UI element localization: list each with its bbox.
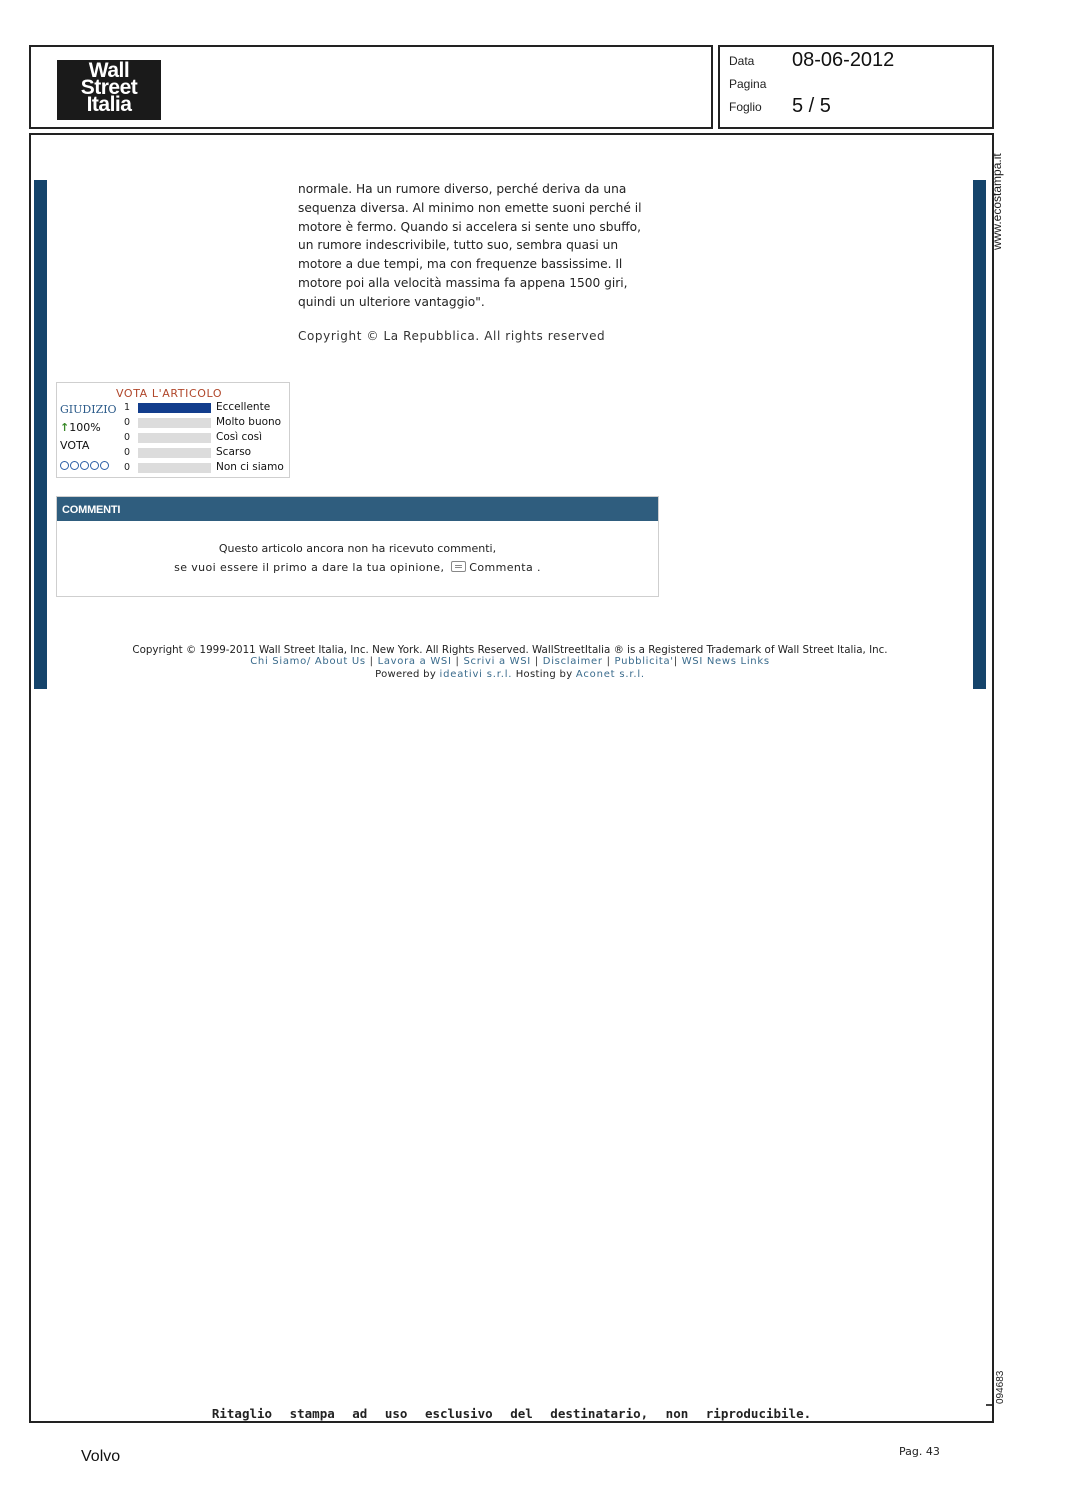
comment-icon[interactable] bbox=[451, 561, 466, 572]
vote-count: 0 bbox=[124, 417, 131, 428]
aconet-link[interactable]: Aconet s.r.l. bbox=[575, 669, 645, 680]
wall-street-italia-logo: Wall Street Italia bbox=[57, 60, 161, 120]
rating-circle-icon[interactable] bbox=[100, 461, 109, 470]
footer-link-write[interactable]: Scrivi a WSI bbox=[463, 656, 531, 667]
vote-bar-fill bbox=[138, 403, 211, 413]
footer-link-about[interactable]: Chi Siamo/ About Us bbox=[250, 656, 366, 667]
article-line: normale. Ha un rumore diverso, perché deriva da una bbox=[298, 182, 627, 196]
footer-links: Chi Siamo/ About Us | Lavora a WSI | Scrivi a WSI | Disclaimer | Pubblicita'| WSI News Links bbox=[250, 656, 770, 667]
footer-link-jobs[interactable]: Lavora a WSI bbox=[377, 656, 452, 667]
rating-circle-icon[interactable] bbox=[80, 461, 89, 470]
comments-empty-text: Questo articolo ancora non ha ricevuto commenti, bbox=[218, 542, 497, 555]
article-line: motore è fermo. Quando si accelera si sente uno sbuffo, bbox=[298, 219, 641, 234]
percent-value: 100% bbox=[69, 421, 101, 434]
page-number: Pag. 43 bbox=[899, 1445, 940, 1458]
vote-bar-track bbox=[138, 418, 211, 428]
client-name: Volvo bbox=[81, 1448, 121, 1465]
vote-bar-track bbox=[138, 448, 211, 458]
vote-bar-track bbox=[138, 433, 211, 443]
ideativi-link[interactable]: ideativi s.r.l. bbox=[439, 669, 513, 680]
clipping-frame bbox=[29, 133, 994, 1423]
up-arrow-icon: ↑ bbox=[60, 421, 70, 434]
vote-title: VOTA L'ARTICOLO bbox=[116, 387, 223, 400]
site-copyright: Copyright © 1999-2011 Wall Street Italia, Inc. New York. All Rights Reserved. WallStreetItalia ® is a Registered Trademark of Wall Street Italia, Inc. bbox=[132, 644, 888, 656]
vote-option-label[interactable]: Così così bbox=[216, 431, 263, 443]
vote-count: 0 bbox=[124, 462, 131, 473]
article-line: sequenza diversa. Al minimo non emette suoni perché il bbox=[298, 200, 642, 215]
data-value: 08-06-2012 bbox=[792, 49, 895, 71]
rating-circle-icon[interactable] bbox=[90, 461, 99, 470]
article-copyright: Copyright © La Repubblica. All rights reserved bbox=[298, 329, 606, 343]
rating-circle-icon[interactable] bbox=[70, 461, 79, 470]
data-label: Data bbox=[729, 54, 755, 68]
rating-circle-icon[interactable] bbox=[60, 461, 69, 470]
foglio-value: 5 / 5 bbox=[792, 95, 831, 117]
footer-link-news[interactable]: WSI News Links bbox=[681, 656, 770, 667]
rating-stars[interactable] bbox=[60, 455, 110, 474]
powered-by: Powered by ideativi s.r.l. Hosting by Aconet s.r.l. bbox=[375, 669, 645, 680]
footer-link-advertising[interactable]: Pubblicita' bbox=[614, 656, 674, 667]
ecostampa-url: www.ecostampa.it bbox=[990, 153, 1004, 250]
vote-count: 0 bbox=[124, 432, 131, 443]
left-side-bar bbox=[34, 180, 47, 689]
foglio-label: Foglio bbox=[729, 100, 762, 114]
vote-option-label[interactable]: Scarso bbox=[216, 446, 252, 458]
comments-header: COMMENTI bbox=[57, 497, 658, 521]
article-line: quindi un ulteriore vantaggio". bbox=[298, 294, 485, 309]
right-side-bar bbox=[973, 180, 986, 689]
article-line: motore a due tempi, ma con frequenze bassissime. Il bbox=[298, 257, 623, 272]
comments-invite: se vuoi essere il primo a dare la tua opinione, Commenta . bbox=[174, 561, 541, 574]
vote-count: 0 bbox=[124, 447, 131, 458]
vote-bar-track bbox=[138, 403, 211, 413]
comment-link[interactable]: Commenta bbox=[469, 561, 534, 574]
vote-option-label[interactable]: Molto buono bbox=[216, 416, 282, 428]
pagina-label: Pagina bbox=[729, 77, 767, 91]
vote-count: 1 bbox=[124, 402, 131, 413]
article-line: un rumore indescrivibile, tutto suo, sembra quasi un bbox=[298, 238, 619, 253]
rating-percent bbox=[60, 421, 101, 434]
vote-bar-track bbox=[138, 463, 211, 473]
side-code: 094683 bbox=[995, 1370, 1006, 1404]
clipping-notice: Ritaglio stampa ad uso esclusivo del destinatario, non riproducibile. bbox=[211, 1406, 812, 1421]
article-text bbox=[298, 180, 660, 312]
article-line: motore poi alla velocità massima fa appena 1500 giri, bbox=[298, 275, 628, 290]
vote-option-label[interactable]: Non ci siamo bbox=[216, 461, 284, 473]
footer-link-disclaimer[interactable]: Disclaimer bbox=[542, 656, 603, 667]
giudizio-label: GIUDIZIO bbox=[60, 403, 117, 416]
vota-label: VOTA bbox=[60, 439, 90, 452]
vote-option-label[interactable]: Eccellente bbox=[216, 401, 271, 413]
